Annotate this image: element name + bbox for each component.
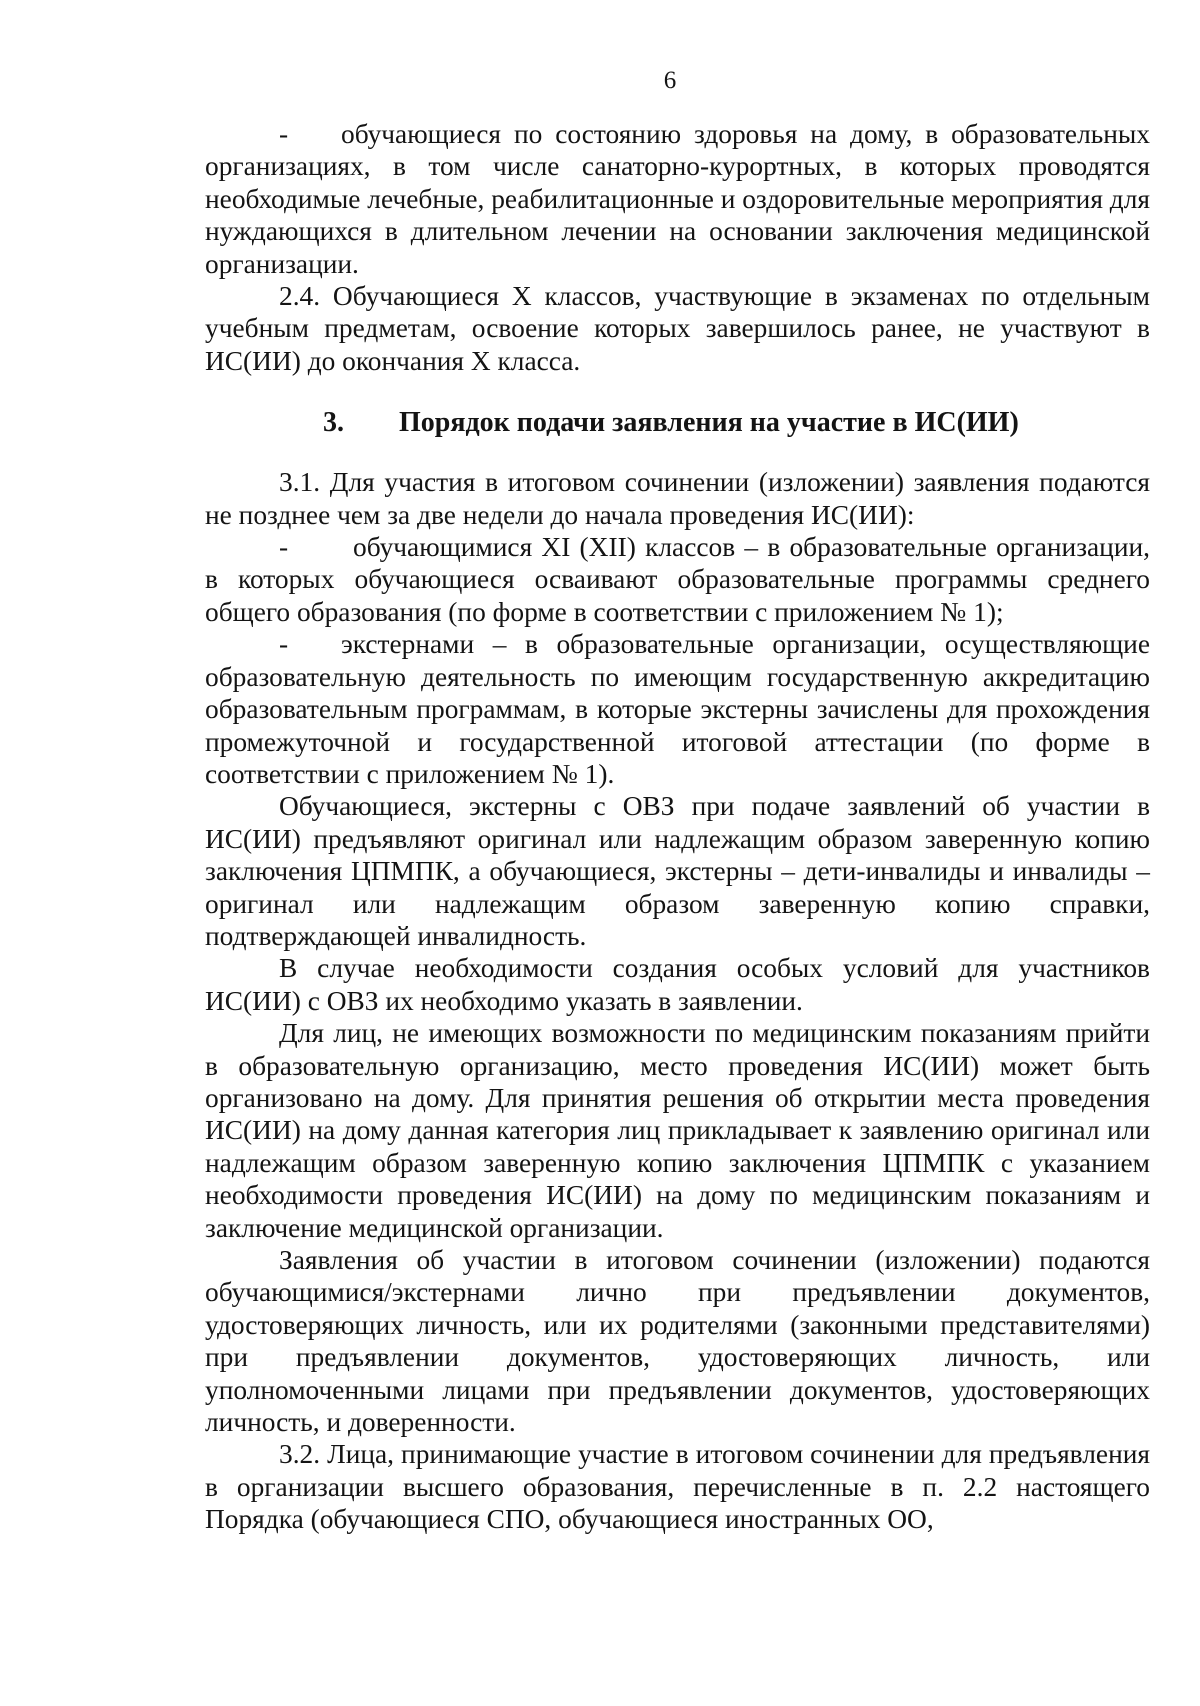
document-body xyxy=(205,118,1150,1536)
paragraph-text: обучающиеся по состоянию здоровья на дому, в образовательных организациях, в том числе санаторно-курортных, в которых проводятся необходимые лечебные, реабилитационные и оздоровительные мероприятия для нуждающихся в длительном лечении на основании заключения медицинской организации. xyxy=(205,119,1150,279)
paragraph-3-1: 3.1. Для участия в итоговом сочинении (изложении) заявления подаются не позднее чем за две недели до начала проведения ИС(ИИ): xyxy=(205,467,1150,530)
list-item-external xyxy=(205,628,1150,790)
paragraph-special-conditions: В случае необходимости создания особых условий для участников ИС(ИИ) с ОВЗ их необходимо указать в заявлении. xyxy=(205,953,1150,1016)
dash-marker: - xyxy=(279,532,289,563)
paragraph-text: обучающимися XI (XII) классов – в образовательные организации, в которых обучающиеся осваивают образовательные программы среднего общего образования (по форме в соответствии с приложением № 1); xyxy=(205,532,1150,627)
paragraph-home-exam: Для лиц, не имеющих возможности по медицинским показаниям прийти в образовательную организацию, место проведения ИС(ИИ) может быть организовано на дому. Для принятия решения об открытии места проведения ИС(ИИ) на дому данная категория лиц прикладывает к заявлению оригинал или надлежащим образом заверенную копию заключения ЦПМПК с указанием необходимости проведения ИС(ИИ) на дому по медицинским показаниям и заключение медицинской организации. xyxy=(205,1018,1150,1243)
dash-marker: - xyxy=(279,119,289,149)
dash-marker: - xyxy=(279,629,289,660)
section-number: 3. xyxy=(323,407,344,439)
page-number: 6 xyxy=(663,67,677,94)
paragraph-3-2: 3.2. Лица, принимающие участие в итоговом сочинении для предъявления в организации высшего образования, перечисленные в п. 2.2 настоящего Порядка (обучающиеся СПО, обучающиеся иностранных ОО, xyxy=(205,1439,1150,1535)
section-heading xyxy=(205,406,1150,440)
list-item-students xyxy=(205,531,1150,628)
paragraph-text: экстернами – в образовательные организации, осуществляющие образовательную деятельность по имеющим государственную аккредитацию образовательным программам, в которые экстерны зачислены для прохождения промежуточной и государственной итоговой аттестации (по форме в соответствии с приложением № 1). xyxy=(205,629,1150,789)
section-title: Порядок подачи заявления на участие в ИС(ИИ) xyxy=(399,407,1019,439)
list-item-home-schooling xyxy=(205,118,1150,280)
paragraph-2-4: 2.4. Обучающиеся X классов, участвующие в экзаменах по отдельным учебным предметам, освоение которых завершилось ранее, не участвуют в ИС(ИИ) до окончания X класса. xyxy=(205,281,1150,376)
paragraph-submission: Заявления об участии в итоговом сочинении (изложении) подаются обучающимися/экстернами лично при предъявлении документов, удостоверяющих личность, или их родителями (законными представителями) при предъявлении документов, удостоверяющих личность, или уполномоченными лицами при предъявлении документов, удостоверяющих личность, и доверенности. xyxy=(205,1245,1150,1438)
paragraph-ovz-documents: Обучающиеся, экстерны с ОВЗ при подаче заявлений об участии в ИС(ИИ) предъявляют оригинал или надлежащим образом заверенную копию заключения ЦПМПК, а обучающиеся, экстерны – дети-инвалиды и инвалиды – оригинал или надлежащим образом заверенную копию справки, подтверждающей инвалидность. xyxy=(205,791,1150,951)
